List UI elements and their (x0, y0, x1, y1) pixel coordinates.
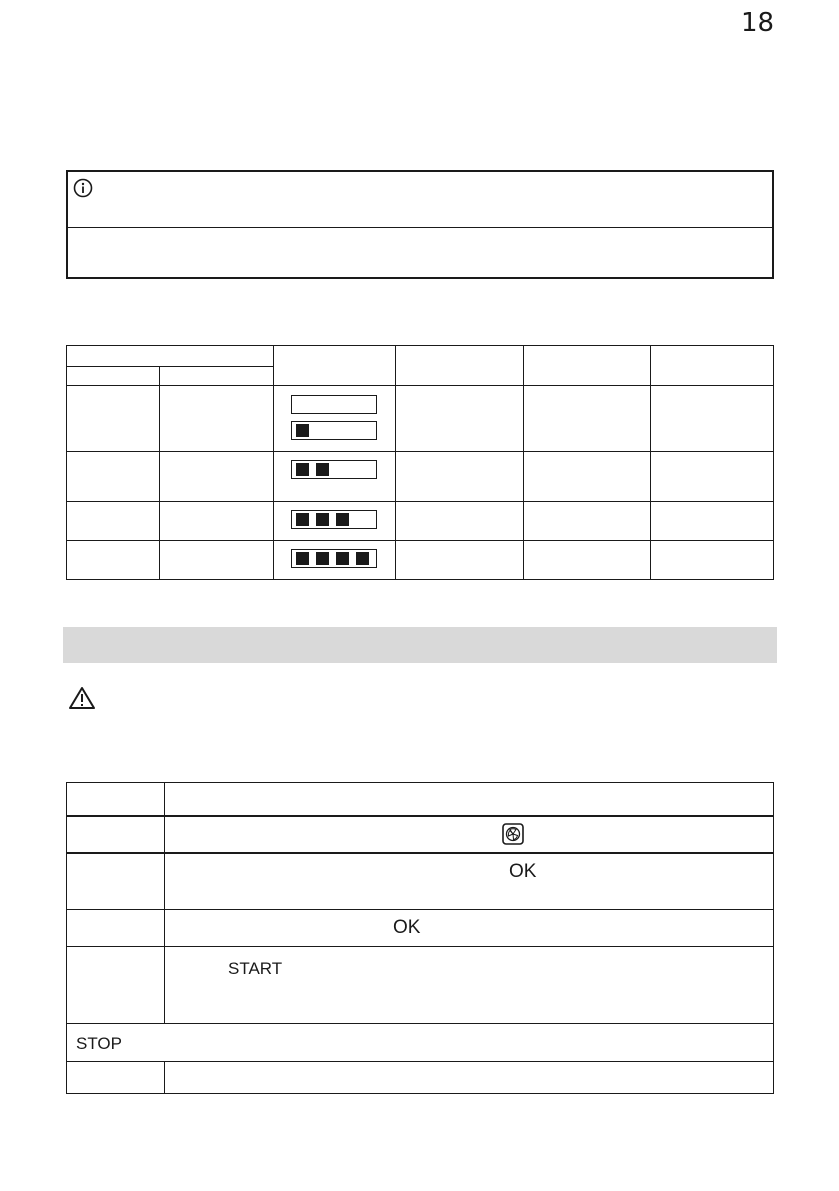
start-label: START (228, 959, 283, 978)
level-segment (296, 552, 309, 565)
steps-table-row-divider (66, 1061, 774, 1062)
level-table-row-divider (66, 501, 774, 502)
level-table-header-subdivider (66, 366, 273, 367)
fan-function-icon (502, 823, 524, 845)
steps-table-row-divider (66, 852, 774, 854)
steps-table-row-divider (66, 909, 774, 910)
ok-label: OK (393, 917, 421, 938)
steps-table-col-divider (164, 782, 165, 1023)
steps-table (66, 782, 774, 1094)
info-note-divider (66, 227, 774, 228)
level-table-row-divider (66, 451, 774, 452)
level-indicator-1 (291, 421, 377, 440)
ok-label: OK (509, 861, 537, 882)
section-heading-banner (63, 627, 777, 663)
level-segment (356, 552, 369, 565)
level-segment (336, 513, 349, 526)
steps-table-row-divider (66, 946, 774, 947)
level-indicator-0 (291, 395, 377, 414)
level-table-col-divider (159, 366, 160, 580)
level-indicator-4 (291, 549, 377, 568)
level-table-col-divider (650, 345, 651, 580)
page-number: 18 (741, 8, 775, 38)
info-note-box (66, 170, 774, 279)
level-segment (316, 463, 329, 476)
steps-table-row-divider (66, 1023, 774, 1024)
level-segment (316, 552, 329, 565)
level-segment (316, 513, 329, 526)
level-segment (296, 513, 309, 526)
level-table-col-divider (273, 345, 274, 580)
level-segment (296, 424, 309, 437)
info-circle-icon (73, 178, 93, 198)
level-indicator-3 (291, 510, 377, 529)
level-table (66, 345, 774, 580)
level-table-row-divider (66, 385, 774, 386)
stop-label: STOP (76, 1034, 122, 1053)
level-table-col-divider (523, 345, 524, 580)
level-segment (296, 463, 309, 476)
level-table-row-divider (66, 540, 774, 541)
steps-table-col-divider (164, 1061, 165, 1094)
warning-triangle-icon (68, 686, 96, 710)
steps-table-row-divider (66, 815, 774, 817)
level-indicator-2 (291, 460, 377, 479)
level-segment (336, 552, 349, 565)
level-table-col-divider (395, 345, 396, 580)
